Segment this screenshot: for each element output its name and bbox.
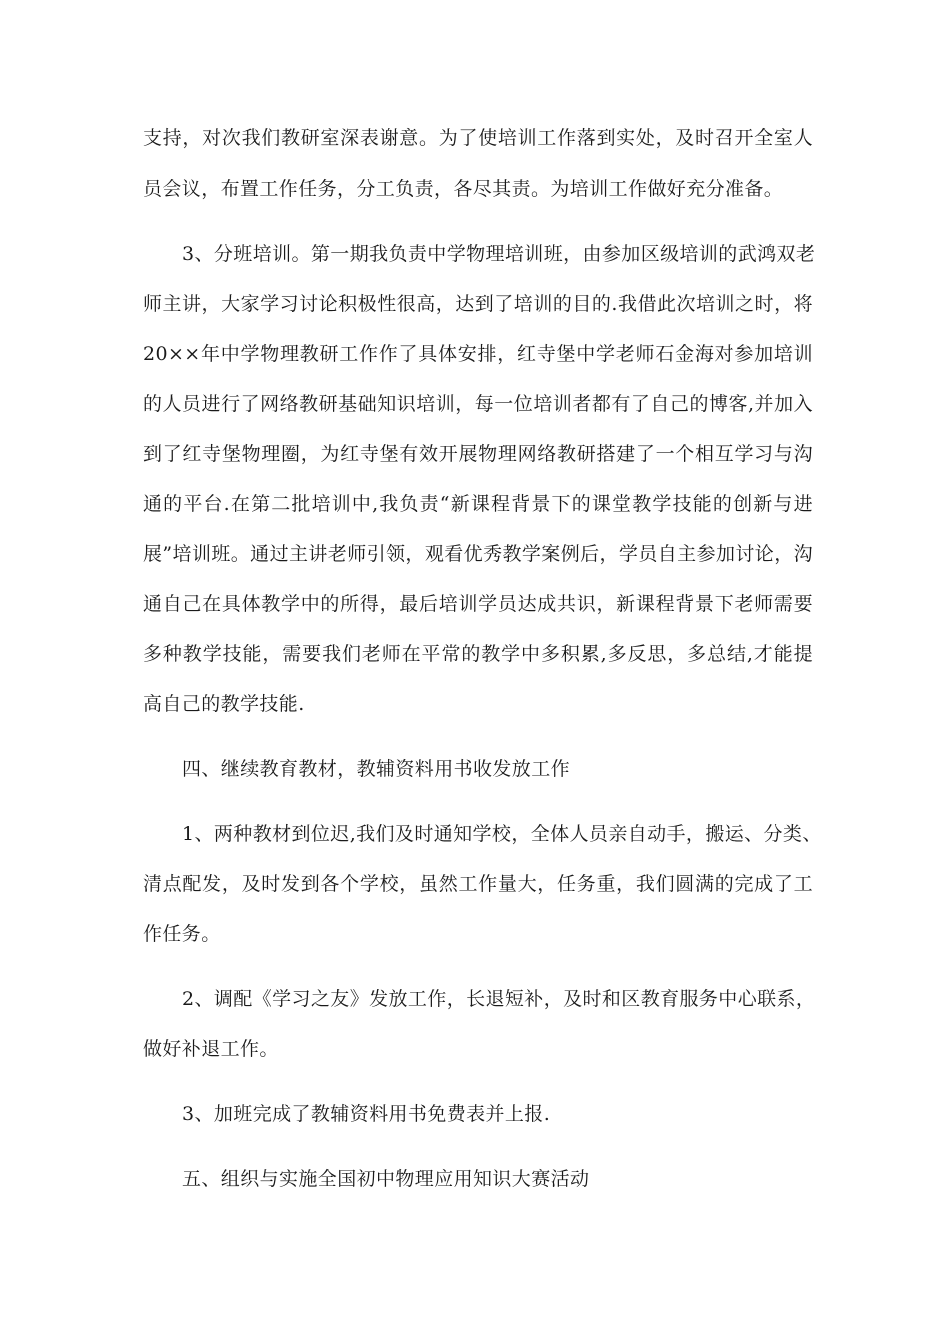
text-line: 20××年中学物理教研工作作了具体安排，红寺堡中学老师石金海对参加培训 (143, 343, 813, 365)
text-line: 3、加班完成了教辅资料用书免费表并上报. (182, 1103, 551, 1125)
text-line: 作任务。 (143, 923, 221, 945)
section-heading: 四、继续教育教材，教辅资料用书收发放工作 (182, 758, 571, 780)
text-line: 通自己在具体教学中的所得，最后培训学员达成共识，新课程背景下老师需要 (143, 593, 813, 615)
text-line: 1、两种教材到位迟,我们及时通知学校，全体人员亲自动手，搬运、分类、 (182, 823, 822, 845)
text-line: 做好补退工作。 (143, 1038, 279, 1060)
text-line: 的人员进行了网络教研基础知识培训，每一位培训者都有了自己的博客,并加入 (143, 393, 813, 415)
text-line: 3、分班培训。第一期我负责中学物理培训班，由参加区级培训的武鸿双老 (182, 243, 816, 265)
text-line: 师主讲，大家学习讨论积极性很高，达到了培训的目的.我借此次培训之时，将 (143, 293, 813, 315)
text-line: 清点配发，及时发到各个学校，虽然工作量大，任务重，我们圆满的完成了工 (143, 873, 813, 895)
text-line: 展”培训班。通过主讲老师引领，观看优秀教学案例后，学员自主参加讨论，沟 (143, 543, 813, 565)
text-line: 高自己的教学技能. (143, 693, 305, 715)
text-line: 支持，对次我们教研室深表谢意。为了使培训工作落到实处，及时召开全室人 (143, 127, 813, 149)
text-line: 通的平台.在第二批培训中,我负责“新课程背景下的课堂教学技能的创新与进 (143, 493, 813, 515)
text-line: 多种教学技能，需要我们老师在平常的教学中多积累,多反思，多总结,才能提 (143, 643, 813, 665)
section-heading: 五、组织与实施全国初中物理应用知识大赛活动 (182, 1168, 590, 1190)
text-line: 员会议，布置工作任务，分工负责，各尽其责。为培训工作做好充分准备。 (143, 178, 784, 200)
text-line: 2、调配《学习之友》发放工作，长退短补，及时和区教育服务中心联系， (182, 988, 816, 1010)
text-line: 到了红寺堡物理圈，为红寺堡有效开展物理网络教研搭建了一个相互学习与沟 (143, 443, 813, 465)
